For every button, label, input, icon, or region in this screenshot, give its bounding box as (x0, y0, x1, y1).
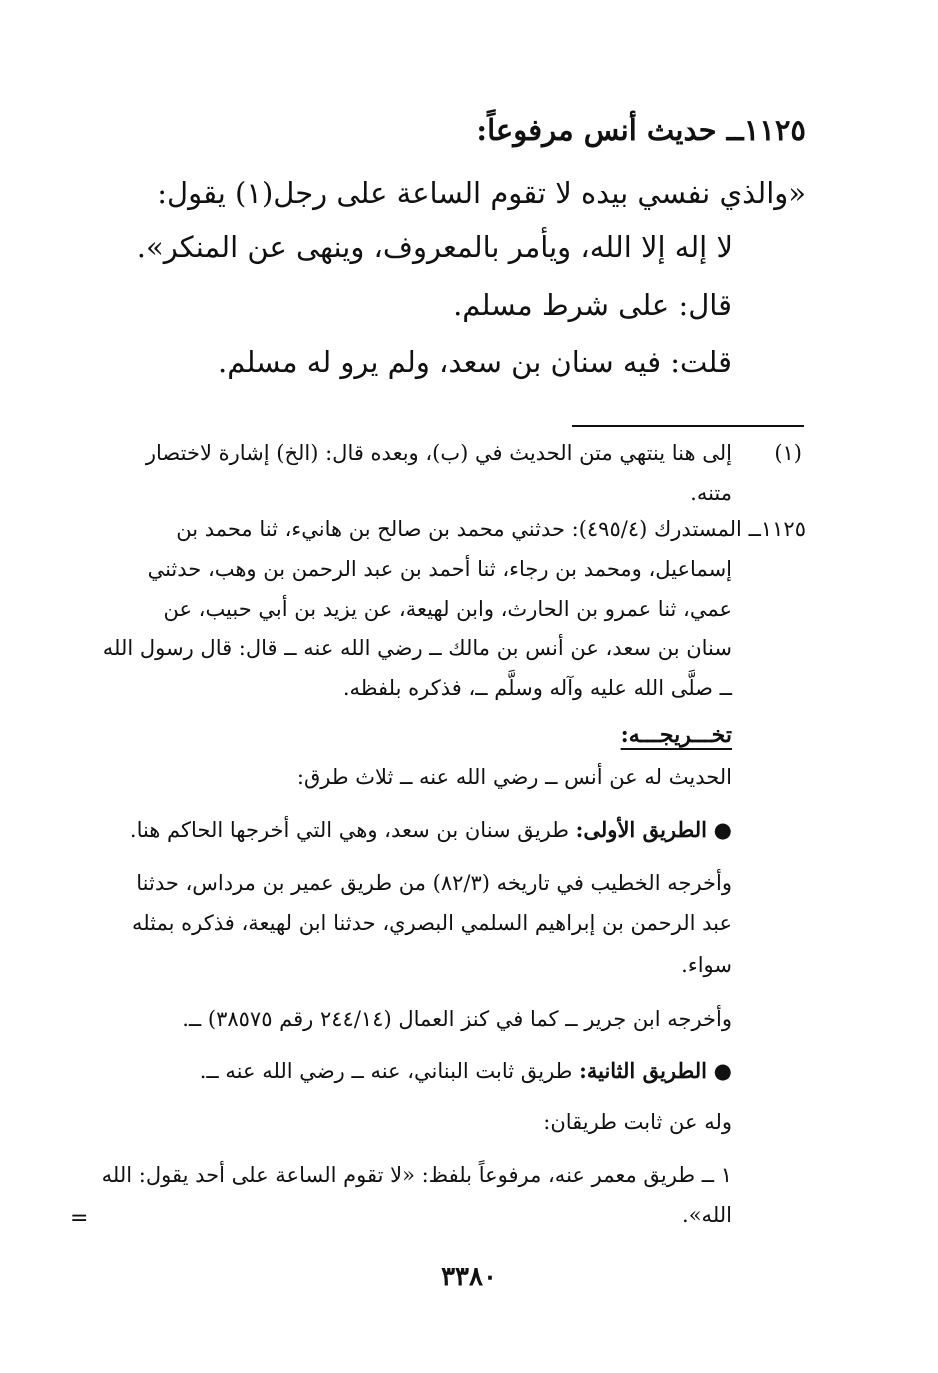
ibn-jarir-line: وأخرجه ابن جرير ــ كما في كنز العمال (٢٤٤/١٤ رقم ٣٨٥٧٥) ــ. (182, 1007, 732, 1031)
khatib-line-2: عبد الرحمن بن إبراهيم السلمي البصري، حدثنا ابن لهيعة، فذكره بمثله (131, 911, 732, 935)
footnote-marker: (١) (774, 441, 802, 465)
way-2-text: طريق ثابت البناني، عنه ــ رضي الله عنه ــ. (199, 1059, 573, 1083)
continuation-mark: = (70, 1206, 89, 1231)
isnad-line-2: إسماعيل، ومحمد بن رجاء، ثنا أحمد بن عبد الرحمن بن وهب، حدثني (147, 557, 732, 581)
isnad-line-4: سنان بن سعد، عن أنس بن مالك ــ رضي الله عنه ــ قال: قال رسول الله (102, 636, 732, 660)
takhrij-heading (621, 722, 732, 748)
way-2-label: الطريق الثانية: (579, 1058, 707, 1083)
isnad-line-1: ١١٢٥ــ المستدرك (٤٩٥/٤): حدثني محمد بن صالح بن هانيء، ثنا محمد بن (176, 517, 806, 541)
takhrij-intro: الحديث له عن أنس ــ رضي الله عنه ــ ثلاث طرق: (296, 765, 732, 789)
isnad-line-3: عمي، ثنا عمرو بن الحارث، وابن لهيعة، عن يزيد بن أبي حبيب، عن (163, 597, 732, 621)
footnote-line-2: متنه. (690, 481, 732, 505)
hadith-text-line-2: لا إله إلا الله، ويأمر بالمعروف، وينهى عن المنكر». (136, 230, 733, 264)
way-1-label: الطريق الأولى: (575, 817, 707, 842)
footnote-separator (572, 425, 804, 427)
author-comment: قلت: فيه سنان بن سعد، ولم يرو له مسلم. (218, 345, 732, 379)
bullet-icon: ● (713, 1058, 732, 1083)
footnote-line-1: إلى هنا ينتهي متن الحديث في (ب)، وبعده قال: (الخ) إشارة لاختصار (145, 441, 732, 465)
khatib-line-1: وأخرجه الخطيب في تاريخه (٨٢/٣) من طريق عمير بن مرداس، حدثنا (136, 871, 732, 895)
bullet-icon: ● (713, 817, 732, 842)
way-1-paragraph (130, 817, 732, 842)
mamar-line-1: ١ ــ طريق معمر عنه، مرفوعاً بلفظ: «لا تقوم الساعة على أحد يقول: الله (101, 1163, 732, 1187)
hakim-verdict: قال: على شرط مسلم. (453, 288, 732, 322)
way-1-text: طريق سنان بن سعد، وهي التي أخرجها الحاكم هنا. (129, 818, 569, 842)
page-number: ٣٣٨٠ (441, 1262, 497, 1292)
isnad-line-5: ــ صلَّى الله عليه وآله وسلَّم ــ، فذكره بلفظه. (342, 676, 732, 700)
hadith-text-line-1: «والذي نفسي بيده لا تقوم الساعة على رجل(١) يقول: (157, 176, 806, 210)
mamar-line-2: الله». (682, 1203, 732, 1227)
khatib-line-3: سواء. (681, 953, 732, 977)
way-2-paragraph (200, 1058, 732, 1083)
thabit-ways-line: وله عن ثابت طريقان: (543, 1110, 732, 1134)
takhrij-heading-text: تخـــريجـــه: (620, 722, 732, 748)
hadith-title: ١١٢٥ــ حديث أنس مرفوعاً: (476, 113, 806, 147)
